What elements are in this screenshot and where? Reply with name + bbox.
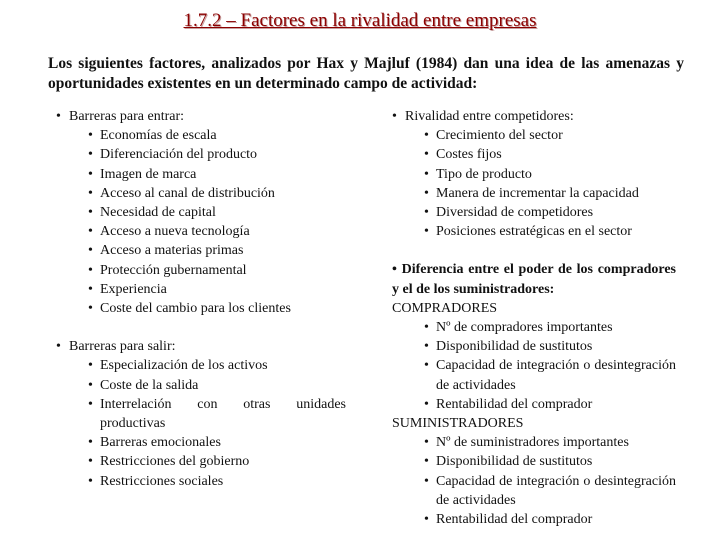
bullet-icon: • [56,339,61,355]
list-item: • Posiciones estratégicas en el sector [424,222,676,241]
list-item: • Economías de escala [88,126,346,145]
list-item: • Manera de incrementar la capacidad [424,184,676,203]
suministradores-label: SUMINISTRADORES [392,416,524,432]
list-item: • Nº de suministradores importantes [424,433,676,452]
barreras-salir-heading: • Barreras para salir: [56,337,346,356]
rivalidad-list [392,126,676,241]
suministradores-list [392,433,676,529]
list-item: • Coste de la salida [88,376,346,395]
list-item: • Acceso a nueva tecnología [88,222,346,241]
list-item: • Barreras emocionales [88,433,346,452]
page-title: 1.7.2 – Factores en la rivalidad entre empresas [183,10,537,31]
barreras-salir-list [56,356,346,490]
rivalidad-heading: • Rivalidad entre competidores: [392,107,676,126]
list-item: • Coste del cambio para los clientes [88,299,346,318]
list-item: • Diferenciación del producto [88,145,346,164]
barreras-entrar-heading: • Barreras para entrar: [56,107,346,126]
right-column [392,107,676,529]
list-item: • Capacidad de integración o desintegración de actividades [424,356,676,394]
poder-heading: • Diferencia entre el poder de los compradores y el de los suministradores: [392,262,676,297]
compradores-list [392,318,676,414]
list-item: • Crecimiento del sector [424,126,676,145]
list-item: • Tipo de producto [424,165,676,184]
bullet-icon: • [392,109,397,124]
list-item: • Necesidad de capital [88,203,346,222]
list-item: • Rentabilidad del comprador [424,510,676,529]
list-item: • Capacidad de integración o desintegración de actividades [424,472,676,510]
list-item: • Restricciones sociales [88,472,346,491]
left-column [56,107,346,491]
intro-paragraph: Los siguientes factores, analizados por Hax y Majluf (1984) dan una idea de las amenazas y oportunidades existentes en un determinado campo de actividad: [48,55,684,92]
compradores-label: COMPRADORES [392,300,498,316]
list-item: • Especialización de los activos [88,356,346,375]
bullet-icon: • [56,109,61,124]
list-item: • Costes fijos [424,145,676,164]
list-item: • Protección gubernamental [88,261,346,280]
list-item: • Imagen de marca [88,165,346,184]
list-item: • Restricciones del gobierno [88,452,346,471]
list-item: • Acceso a materias primas [88,241,346,260]
list-item: • Nº de compradores importantes [424,318,676,337]
list-item: • Experiencia [88,280,346,299]
list-item: • Diversidad de competidores [424,203,676,222]
list-item: • Interrelación con otras unidades productivas [88,395,346,433]
list-item: • Acceso al canal de distribución [88,184,346,203]
list-item: • Disponibilidad de sustitutos [424,337,676,356]
list-item: • Rentabilidad del comprador [424,395,676,414]
barreras-entrar-list [56,126,346,318]
list-item: • Disponibilidad de sustitutos [424,452,676,471]
